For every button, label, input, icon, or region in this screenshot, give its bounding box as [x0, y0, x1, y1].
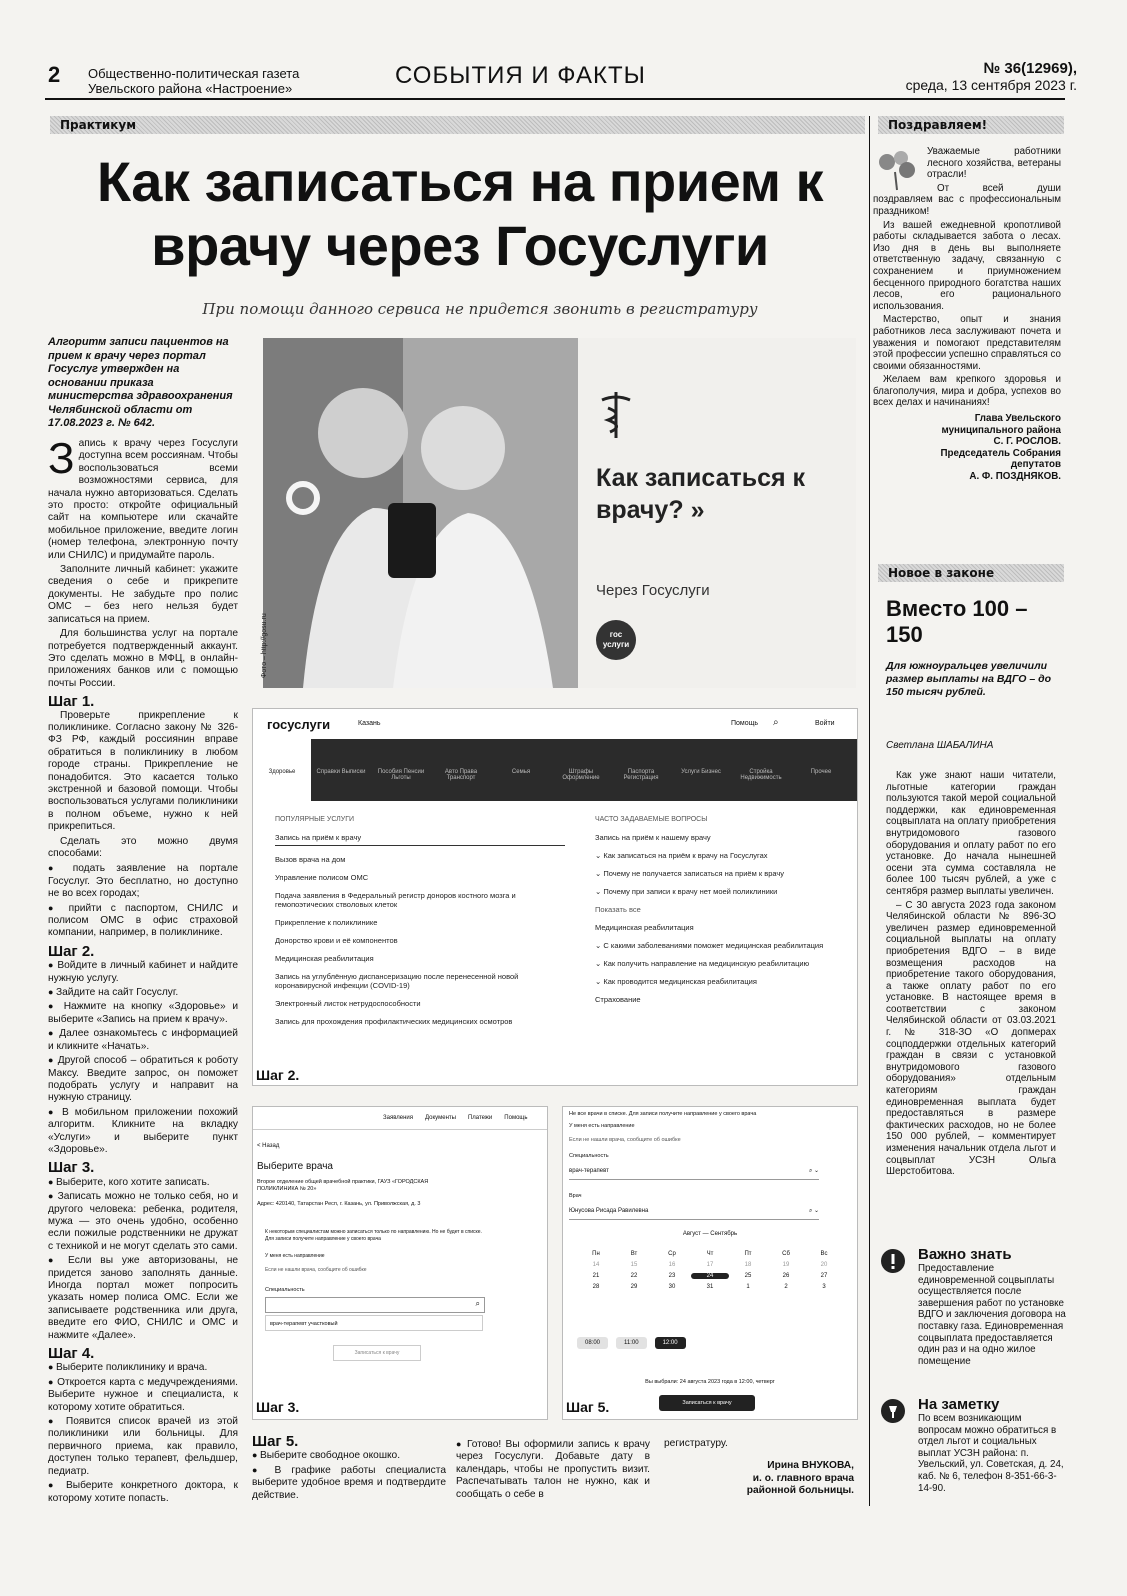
help-link[interactable]: Помощь — [731, 720, 759, 727]
step4-bullet: ● Появится список врачей из этой поликлиники или больницы. Для первичного приема, как правило, доступен только терапевт, фельдшер, педиатр. — [48, 1415, 238, 1478]
calendar-day[interactable]: 22 — [630, 1273, 638, 1279]
issue-info — [906, 60, 1077, 93]
law-lead: Для южноуральцев увеличили размер выплаты на ВДГО – до 150 тысяч рублей. — [886, 660, 1052, 698]
calendar-day[interactable]: 3 — [822, 1284, 826, 1290]
issue-date: среда, 13 сентября 2023 г. — [905, 77, 1077, 93]
greeting-p2: От всей души поздравляем вас с профессиональным праздником! — [873, 182, 1061, 217]
step2-bullet: ● Войдите в личный кабинет и найдите нужную услугу. — [48, 959, 238, 985]
specialty-input[interactable] — [265, 1297, 485, 1313]
category-item[interactable]: Штрафы Оформление — [562, 769, 600, 781]
have-referral-link[interactable]: У меня есть направление — [265, 1253, 325, 1259]
time-slot[interactable]: 11:00 — [616, 1337, 647, 1349]
category-item[interactable]: Справки Выписки — [316, 769, 366, 775]
top-nav — [383, 1115, 527, 1121]
location-select[interactable]: Казань — [358, 720, 381, 727]
note-box — [880, 1396, 1066, 1494]
screenshot-step2 — [252, 708, 858, 1086]
note-title: На заметку — [918, 1396, 1000, 1413]
article-photo — [263, 338, 578, 688]
faq-item[interactable]: ⌄ Почему не получается записаться на приём к врачу — [595, 869, 785, 878]
section-title: СОБЫТИЯ И ФАКТЫ — [395, 62, 646, 89]
step3-title: Шаг 3. — [48, 1159, 95, 1177]
time-slot[interactable]: 08:00 — [577, 1337, 608, 1349]
service-link[interactable]: Запись на углублённую диспансеризацию после перенесенной новой коронавирусной инфекции (COVID-19) — [275, 972, 519, 990]
step2-bullet: ● Нажмите на кнопку «Здоровье» и выберите «Запись на прием к врачу». — [48, 1000, 238, 1026]
step2-bullet: ● Зайдите на сайт Госуслуг. — [48, 986, 238, 999]
category-bar — [253, 739, 857, 801]
category-item[interactable]: Услуги Бизнес — [681, 769, 721, 775]
specialty-select[interactable]: врач-терапевт ⌕ ⌄ — [569, 1163, 819, 1180]
calendar-day[interactable]: 26 — [782, 1273, 790, 1279]
faq-item[interactable]: ⌄ Как записаться на приём к врачу на Госуслугах — [595, 851, 768, 860]
specialty-option[interactable]: врач-терапевт участковый — [265, 1315, 483, 1331]
step5-column — [252, 1433, 446, 1503]
intro-p3: Для большинства услуг на портале потребуется подтвержденный аккаунт. Это сделать можно в МФЦ, в онлайн-приложениях банков или с помощью почты России. — [48, 628, 238, 689]
step4-bullet: ● Выберите конкретного доктора, к которому хотите попасть. — [48, 1479, 238, 1505]
note-text: По всем возникающим вопросам можно обратиться в отдел льгот и социальных выплат УСЗН района: п. Увельский, ул. Советская, д. 24, каб. № 6, телефон 8-351-66-3-14-90. — [918, 1413, 1064, 1494]
screenshot-step3-label: Шаг 3. — [256, 1399, 300, 1415]
faq-title: ЧАСТО ЗАДАВАЕМЫЕ ВОПРОСЫ — [595, 816, 708, 823]
book-doctor-button[interactable]: Записаться к врачу — [659, 1395, 755, 1411]
weekday: Пт — [744, 1251, 752, 1257]
search-icon[interactable]: ⌕ ⌄ — [808, 1168, 819, 1174]
doctor-label: Врач — [569, 1193, 582, 1199]
paper-name-line1: Общественно-политическая газета — [88, 66, 300, 81]
category-item[interactable]: Прочее — [810, 769, 832, 775]
nav-link[interactable]: Платежи — [467, 1115, 493, 1121]
report-error-link[interactable]: Если не нашли врача, сообщите об ошибке — [569, 1137, 681, 1143]
category-item[interactable]: Семья — [511, 769, 531, 775]
weekday: Вс — [820, 1251, 828, 1257]
choose-doctor-title: Выберите врача — [257, 1161, 333, 1172]
nav-link[interactable]: Заявления — [383, 1115, 414, 1121]
service-link[interactable]: Запись для прохождения профилактических медицинских осмотров — [275, 1017, 513, 1026]
step3-bullet: ● Если вы уже авторизованы, не придется заново заполнять данные. Иногда портал может попросить указать номер полиса ОМС. Если же записываете родственника или друга, введите его ФИО, СНИЛС и ОМС и нажмите «Далее». — [48, 1254, 238, 1342]
show-all-link[interactable]: Показать все — [595, 905, 641, 914]
service-link[interactable]: Донорство крови и её компонентов — [275, 936, 398, 945]
category-item[interactable]: Пособия Пенсии Льготы — [377, 769, 425, 781]
article-headline: Как записаться на прием к врачу через Госуслуги — [96, 150, 824, 277]
calendar-day[interactable]: 17 — [706, 1262, 714, 1268]
greeting-p3: Из вашей ежедневной кропотливой работы складывается забота о лесах. Изо дня в день вы выполняете ответственную задачу, связанную с сохранением и приумножением бесценного природного богатства наших лесов, его рационального использования. — [873, 219, 1061, 312]
calendar-day-selected[interactable]: 24 — [691, 1273, 729, 1279]
calendar-day[interactable]: 23 — [668, 1273, 676, 1279]
author-position: и. о. главного врача — [752, 1472, 854, 1484]
important-title: Важно знать — [918, 1246, 1012, 1263]
specialty-label: Специальность — [265, 1287, 305, 1293]
search-icon[interactable]: ⌕ ⌄ — [808, 1208, 819, 1214]
category-item[interactable]: Здоровье — [253, 739, 311, 801]
step1-title: Шаг 1. — [48, 693, 95, 711]
calendar-day[interactable]: 14 — [592, 1262, 600, 1268]
faq-group: Медицинская реабилитация — [595, 923, 694, 932]
signatures: Глава Увельского муниципального района С. Г. РОСЛОВ. Председатель Собрания депутатов А. Ф. ПОЗДНЯКОВ. — [940, 413, 1061, 483]
right-column — [873, 130, 1061, 483]
congratulation — [873, 146, 1061, 483]
rubric-praktikum: Практикум — [50, 116, 865, 134]
intro-p2: Заполните личный кабинет: укажите сведения о себе и прикрепите документы. Не забудьте про полис ОМС – без него нельзя будет записаться на прием. — [48, 564, 238, 625]
intro-p1: апись к врачу через Госуслуги доступна всем россиянам. Чтобы воспользоваться всеми возможностями сервиса, для начала нужно авторизоваться. Сделать это просто: откройте официальный сайт на компьютере или скачайте мобильное приложение, введите логин (номер телефона, электронную почту или СНИЛС) и придумайте пароль. — [48, 438, 238, 561]
clinic-address: Адрес: 420140, Татарстан Респ, г. Казань, ул. Приволжская, д. 3 — [257, 1201, 421, 1207]
screenshot-step3 — [252, 1106, 548, 1420]
step2-bullet: ● Далее ознакомьтесь с информацией и кликните «Начать». — [48, 1027, 238, 1053]
photo-credit: Фото – http://gosu.ru — [261, 613, 268, 678]
step4-title: Шаг 4. — [48, 1345, 95, 1363]
step1-p2: Сделать это можно двумя способами: — [48, 835, 238, 859]
step1-bullet: ● подать заявление на портале Госуслуг. Это бесплатно, но доступно не во всех городах; — [48, 862, 238, 900]
divider — [253, 1129, 547, 1130]
greeting-p4: Мастерство, опыт и знания работников леса заслуживают почета и уважения и помогают представителям этой профессии успешно справляться со своими обязанностями. — [873, 314, 1061, 372]
important-box — [880, 1246, 1066, 1367]
nav-link[interactable]: Помощь — [504, 1115, 528, 1121]
weekday: Пн — [592, 1251, 600, 1257]
header-rule — [45, 98, 1065, 100]
warning-icon — [880, 1248, 906, 1274]
faq-item[interactable]: ⌄ С какими заболеваниями поможет медицинская реабилитация — [595, 941, 824, 950]
category-item[interactable]: Стройка Недвижимость — [740, 769, 782, 781]
greeting-p1: Уважаемые работники лесного хозяйства, ветераны отрасли! — [927, 146, 1061, 181]
calendar-day[interactable]: 31 — [706, 1284, 714, 1290]
faq-item[interactable]: ⌄ Как получить направление на медицинскую реабилитацию — [595, 959, 810, 968]
login-link[interactable]: Войти — [815, 720, 835, 727]
author-position: районной больницы. — [746, 1485, 854, 1497]
search-icon[interactable]: ⌕ — [475, 1299, 480, 1308]
author-signature — [664, 1460, 854, 1497]
greeting-p5: Желаем вам крепкого здоровья и благополучия, мира и добра, успехов во всех делах и начинаниях! — [873, 374, 1061, 409]
promo-card — [578, 338, 856, 688]
calendar-day[interactable]: 25 — [744, 1273, 752, 1279]
step1-bullet: ● прийти с паспортом, СНИЛС и полисом ОМС в офис страховой компании, например, в поликлинике. — [48, 902, 238, 940]
popular-title: ПОПУЛЯРНЫЕ УСЛУГИ — [275, 816, 355, 823]
have-referral-link[interactable]: У меня есть направление — [569, 1123, 635, 1129]
article-lead: Алгоритм записи пациентов на прием к врачу через портал Госуслуг утвержден на основании приказа министерства здравоохранения Челябинской области от 17.08.2023 г. № 642. — [48, 336, 233, 429]
paper-name — [88, 66, 299, 96]
calendar-grid — [577, 1251, 843, 1290]
pin-icon — [880, 1398, 906, 1424]
faq-item[interactable]: ⌄ Как проводится медицинская реабилитация — [595, 977, 757, 986]
step2-bullet: ● Другой способ – обратиться к роботу Максу. Введите запрос, он поможет подобрать услугу и направит на нужную страницу. — [48, 1054, 238, 1105]
calendar-day[interactable]: 28 — [592, 1284, 600, 1290]
faq-group: Страхование — [595, 995, 641, 1004]
article-column-1 — [48, 434, 239, 1506]
step5-column-3 — [664, 1438, 854, 1498]
medical-emblem-icon — [596, 390, 636, 440]
step5-bullet: ● В графике работы специалиста выберите удобное время и подтвердите действие. — [252, 1464, 446, 1502]
calendar-day[interactable]: 30 — [668, 1284, 676, 1290]
calendar-day[interactable]: 29 — [630, 1284, 638, 1290]
dropcap: З — [48, 434, 75, 483]
clinic-name: Второе отделение общей врачебной практики, ГАУЗ «ГОРОДСКАЯ ПОЛИКЛИНИКА № 20» — [257, 1179, 429, 1192]
photo-illustration — [263, 338, 578, 688]
selection-summary: Вы выбрали: 24 августа 2023 года в 12:00, четверг — [645, 1379, 775, 1385]
step5-bullet: ● Готово! Вы оформили запись к врачу через Госуслуги. Добавьте дату в календарь, чтобы не пропустить визит. Распечатывать талон не нужно, как и сообщать о себе в — [456, 1438, 650, 1501]
specialty-label: Специальность — [569, 1153, 609, 1159]
promo-subtitle: Через Госуслуги — [596, 582, 710, 599]
gosuslugi-badge: гос услуги — [596, 620, 636, 660]
calendar-day[interactable]: 2 — [784, 1284, 788, 1290]
issue-number: № 36(12969), — [983, 60, 1077, 77]
time-slots — [577, 1337, 686, 1349]
time-slot-selected[interactable]: 12:00 — [655, 1337, 686, 1349]
step2-bullet: ● В мобильном приложении похожий алгоритм. Кликните на вкладку «Услуги» и выберите пункт «Здоровье». — [48, 1106, 238, 1157]
article-subhead: При помощи данного сервиса не придется звонить в регистратуру — [202, 300, 758, 318]
rubric-law: Новое в законе — [878, 564, 1064, 582]
search-icon[interactable]: ⌕ — [773, 717, 779, 728]
service-link[interactable]: Запись на приём к врачу — [275, 833, 565, 846]
calendar-day[interactable]: 20 — [820, 1262, 828, 1268]
step5-title: Шаг 5. — [252, 1433, 299, 1450]
step3-bullet: ● Выберите, кого хотите записать. — [48, 1176, 238, 1189]
service-link[interactable]: Подача заявления в Федеральный регистр доноров костного мозга и гемопоэтических стволовых клеток — [275, 891, 516, 909]
page-number: 2 — [48, 62, 61, 87]
screenshot-step5 — [562, 1106, 858, 1420]
referral-note: К некоторым специалистам можно записаться только по направлению. Но не будет в списке. Для записи получите направление у своего врача — [265, 1229, 482, 1242]
step4-bullet: ● Выберите поликлинику и врача. — [48, 1361, 238, 1374]
service-link[interactable]: Медицинская реабилитация — [275, 954, 374, 963]
step2-title: Шаг 2. — [48, 942, 95, 960]
law-article — [886, 770, 1056, 1180]
author-name: Ирина ВНУКОВА, — [767, 1460, 854, 1472]
law-p1: Как уже знают наши читатели, льготные категории граждан пользуются такой мерой социальной поддержки, как единовременная соцвыплата на оплату приобретения внутридомового газового оборудования и оплату работ по его установке. До начала нынешней осени эта сумма составляла не более 100 тысяч рублей, а уже с сентября размер выплаты увеличен. — [886, 770, 1056, 897]
flowers-icon — [873, 148, 921, 192]
nav-link[interactable]: Документы — [425, 1115, 456, 1121]
calendar-day[interactable]: 16 — [668, 1262, 676, 1268]
chevron-right-icon: » — [690, 496, 705, 524]
service-link[interactable]: Вызов врача на дом — [275, 855, 346, 864]
service-link[interactable]: Прикрепление к поликлинике — [275, 918, 378, 927]
column-divider — [869, 116, 870, 1506]
referral-note: Не все врачи в списке. Для записи получите направление у своего врача — [569, 1111, 757, 1117]
calendar-day[interactable]: 21 — [592, 1273, 600, 1279]
law-author: Светлана ШАБАЛИНА — [886, 740, 994, 751]
screenshot-step5-label: Шаг 5. — [566, 1399, 610, 1415]
weekday: Сб — [782, 1251, 790, 1257]
important-text: Предоставление единовременной соцвыплаты осуществляется после завершения работ по установке ВДГО и заключения договора на поставку газа. Единовременная соцвыплата предоставляется один раз и на одно жилое помещение — [918, 1263, 1066, 1367]
back-link[interactable]: < Назад — [257, 1143, 280, 1149]
calendar-day[interactable]: 1 — [746, 1284, 750, 1290]
book-doctor-button[interactable]: Записаться к врачу — [333, 1345, 421, 1361]
weekday: Вт — [630, 1251, 638, 1257]
faq-item[interactable]: ⌄ Почему при записи к врачу нет моей поликлиники — [595, 887, 778, 896]
report-error-link[interactable]: Если не нашли врача, сообщите об ошибке — [265, 1267, 367, 1273]
calendar-day[interactable]: 19 — [782, 1262, 790, 1268]
weekday: Чт — [706, 1251, 714, 1257]
law-title: Вместо 100 – 150 — [886, 596, 1028, 647]
popular-services — [275, 815, 565, 1035]
rubric-congrats: Поздравляем! — [878, 116, 1064, 134]
calendar-day[interactable]: 15 — [630, 1262, 638, 1268]
paper-name-line2: Увельского района «Настроение» — [88, 81, 293, 96]
faq-group: Запись на приём к нашему врачу — [595, 833, 711, 842]
step1-p1: Проверьте прикрепление к поликлинике. Согласно закону № 326-ФЗ РФ, каждый россиянин вправе обратиться в поликлинику в любом городе страны. Прикрепление не понадобится. Это касается только экстренной и базовой помощи. Чтобы воспользоваться услугами поликлиники в полном объеме, нужно к ней прикрепиться. — [48, 709, 238, 833]
gosuslugi-logo: госуслуги — [267, 717, 331, 732]
category-item[interactable]: Авто Права Транспорт — [444, 769, 478, 781]
step5-tail: регистратуру. — [664, 1438, 728, 1449]
step3-bullet: ● Записать можно не только себя, но и другого человека: ребенка, родителя, мужа — это очень удобно, особенно если пожилые родственники не дружат с техникой и не могут сделать это сами. — [48, 1190, 238, 1253]
calendar-day[interactable]: 27 — [820, 1273, 828, 1279]
weekday: Ср — [668, 1251, 676, 1257]
calendar-day[interactable]: 18 — [744, 1262, 752, 1268]
screenshot-step2-label: Шаг 2. — [256, 1067, 300, 1083]
doctor-select[interactable]: Юнусова Рисада Равилевна ⌕ ⌄ — [569, 1203, 819, 1220]
faq-section — [595, 815, 850, 1013]
calendar-month: Август — Сентябрь — [682, 1231, 738, 1237]
step4-bullet: ● Откроется карта с медучреждениями. Выберите нужное и специалиста, к которому хотите обратиться. — [48, 1376, 238, 1414]
law-p2: – С 30 августа 2023 года законом Челябинской области № 896-ЗО увеличен размер единовременной социальной выплаты на оплату приобретения ВДГО – в виде возмещения расходов на приобретение такого оборудования, а также оплату работ по его установке. В настоящее время в соответствии с законом Челябинской области от 03.03.2021 г. № 318-ЗО «О допмерах соцподдержки отдельных категорий граждан в связи с установкой внутридомового газового оборудования» отдельным категориям граждан единовременная выплата будет предоставляться в размере фактических расходов, но не более 150 000 рублей, – комментирует изменения начальник отдела льгот и соцвыплат УСЗН Ольга Шерстобитова. — [886, 899, 1056, 1178]
category-item[interactable]: Паспорта Регистрация — [623, 769, 659, 781]
step5-column-2 — [456, 1438, 650, 1502]
service-link[interactable]: Управление полисом ОМС — [275, 873, 369, 882]
step5-bullet: ● Выберите свободное окошко. — [252, 1449, 446, 1462]
service-link[interactable]: Электронный листок нетрудоспособности — [275, 999, 421, 1008]
promo-title: Как записаться к врачу? » — [596, 464, 806, 524]
